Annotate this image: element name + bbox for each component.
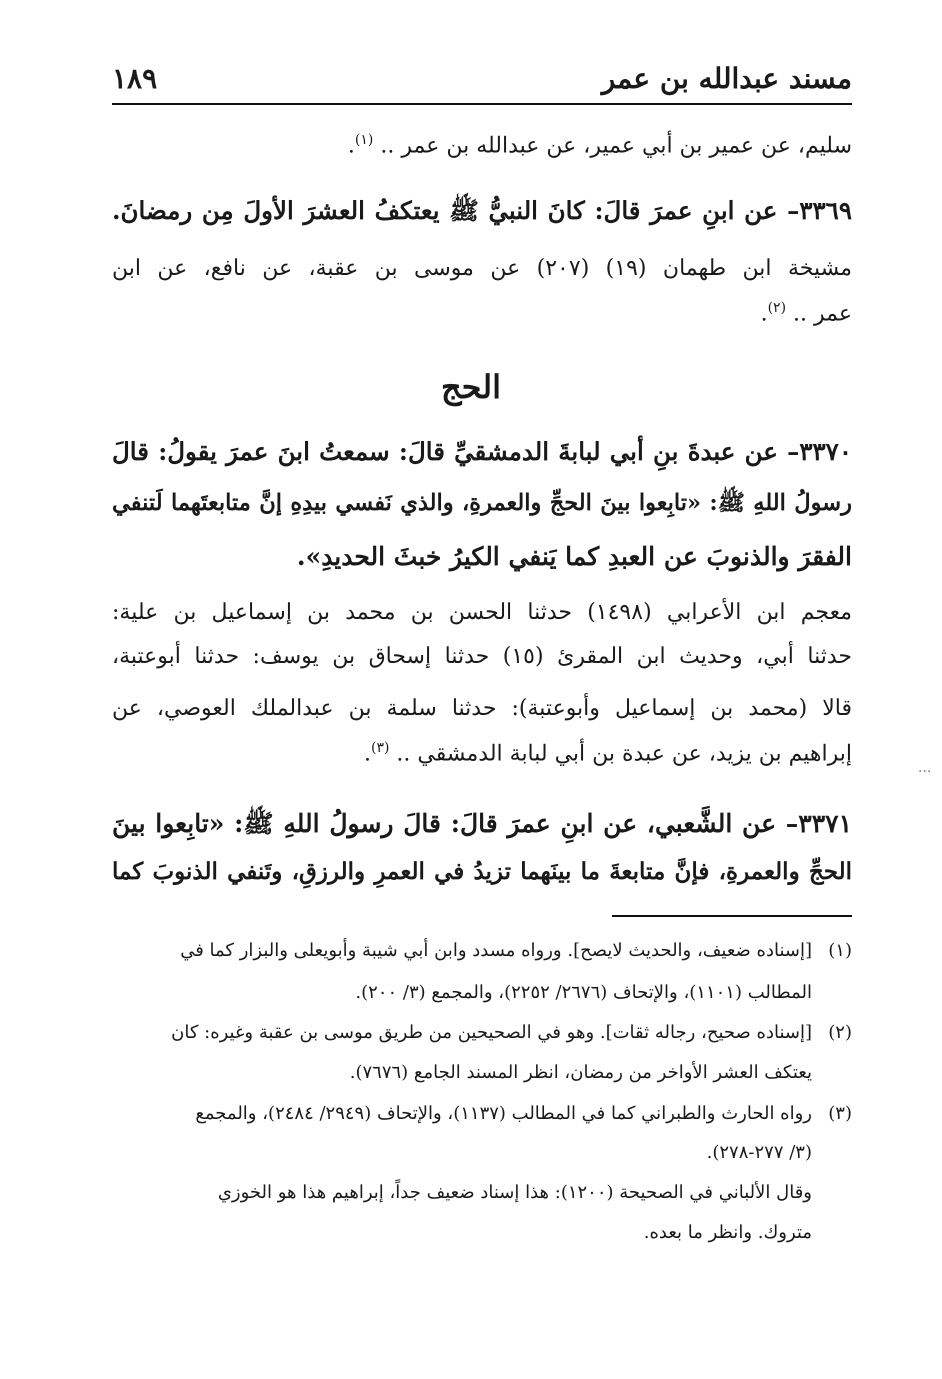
hadith-3370-line-1: [112, 437, 852, 466]
source-text: حدثنا أبي، وحديث ابن المقرئ (١٥) حدثنا إسحاق بن يوسف: حدثنا أبوعتبة،: [112, 644, 852, 669]
source-text: مشيخة ابن طهمان (١٩) (٢٠٧) عن موسى بن عقبة، عن نافع، عن ابن: [112, 256, 852, 281]
hadith-number: ٣٣٧٠–: [787, 437, 852, 466]
hadith-number: ٣٣٧١–: [785, 809, 852, 838]
source-line: عمر .. $^{(٢)}$.: [760, 300, 852, 327]
hadith-3371-line-2: [112, 858, 852, 885]
header-rule: [112, 103, 852, 105]
hadith-text: عن عبدةَ بنِ أبي لبابةَ الدمشقيِّ قالَ: سمعتُ ابنَ عمرَ يقولُ: قالَ: [112, 437, 788, 466]
hadith-3371-line-1: [112, 808, 852, 845]
footnote-text: [إسناده صحيح، رجاله ثقات]. وهو في الصحيحين من طريق موسى بن عقبة وغيره: كان: [171, 1022, 812, 1043]
footnote-1: [112, 940, 852, 961]
hadith-text: الحجِّ والعمرةِ، فإنَّ متابعةَ ما بينَهما تزيدُ في العمرِ والرزقِ، وتَنفي الذنوبَ كما: [112, 858, 852, 885]
footnote-number: (١): [828, 940, 852, 961]
hadith-text: عن ابنِ عمرَ قالَ: كانَ النبيُّ ﷺ يعتكفُ العشرَ الأولَ مِن رمضانَ.: [112, 196, 788, 225]
footnote-rule: [612, 915, 852, 917]
source-line: [112, 256, 852, 281]
footnote-text: [إسناده ضعيف، والحديث لايصح]. ورواه مسدد وابن أبي شيبة وأبويعلى والبزار كما في: [180, 940, 812, 961]
page-number: ١٨٩: [112, 62, 158, 95]
hadith-3370-line-2: [112, 490, 852, 522]
footnote-ref: (٣): [370, 740, 390, 756]
footnote-2: [112, 1022, 852, 1043]
footnote-3-cont: [112, 1222, 812, 1243]
footnote-number: (٣): [828, 1103, 852, 1124]
margin-marks: ...: [918, 760, 932, 776]
footnote-text: المطالب (١١٠١)، والإتحاف (٢٦٧٦/ ٢٢٥٢)، والمجمع (٣/ ٢٠٠).: [355, 982, 812, 1003]
running-header: [112, 58, 852, 102]
source-text: إبراهيم بن يزيد، عن عبدة بن أبي لبابة الدمشقي ..: [389, 741, 852, 767]
source-text: عمر ..: [786, 301, 852, 327]
text-line: سليم، عن عمير بن أبي عمير، عن عبدالله بن عمر .. $^{(١)}$.: [347, 132, 852, 159]
footnote-text: رواه الحارث والطبراني كما في المطالب (١١٣٧)، والإتحاف (٢٩٤٩/ ٢٤٨٤)، والمجمع: [195, 1103, 812, 1124]
footnote-text: (٣/ ٢٧٧-٢٧٨).: [706, 1142, 812, 1163]
source-line: [112, 644, 852, 669]
footnote-2-cont: [112, 1062, 812, 1083]
source-line: [112, 600, 852, 625]
hadith-3370-line-3: [112, 542, 852, 571]
source-line: [112, 696, 852, 721]
hadith-text: رسولُ اللهِ ﷺ: «تابِعوا بينَ الحجِّ والعمرةِ، والذي نَفسي بيدِهِ إنَّ متابعتَهما لَتنفي: [112, 490, 852, 516]
footnote-ref: (١): [354, 132, 374, 148]
hadith-number: ٣٣٦٩–: [787, 196, 852, 225]
hadith-3369: [112, 196, 852, 232]
header-title: مسند عبدالله بن عمر: [601, 62, 852, 95]
section-title: الحج: [441, 368, 501, 406]
footnote-ref: (٢): [767, 300, 787, 316]
footnote-1-cont: [112, 982, 812, 1003]
source-text: معجم ابن الأعرابي (١٤٩٨) حدثنا الحسن بن محمد بن إسماعيل بن علية:: [112, 600, 852, 625]
line-text: سليم، عن عمير بن أبي عمير، عن عبدالله بن عمر ..: [373, 133, 852, 159]
footnote-text: يعتكف العشر الأواخر من رمضان، انظر المسند الجامع (٧٦٧٦).: [349, 1062, 812, 1083]
footnote-3-cont: [112, 1142, 812, 1163]
footnote-3-cont: [112, 1182, 812, 1203]
footnote-number: (٢): [828, 1022, 852, 1043]
hadith-text: الفقرَ والذنوبَ عن العبدِ كما يَنفي الكيرُ خبثَ الحديدِ».: [296, 542, 852, 571]
source-text: قالا (محمد بن إسماعيل وأبوعتبة): حدثنا سلمة بن عبدالملك العوصي، عن: [112, 696, 852, 721]
footnote-text: وقال الألباني في الصحيحة (١٢٠٠): هذا إسناد ضعيف جداً، إبراهيم هذا هو الخوزي: [217, 1182, 812, 1203]
hadith-text: عن الشَّعبي، عن ابنِ عمرَ قالَ: قالَ رسولُ اللهِ ﷺ: «تابِعوا بينَ: [112, 809, 786, 838]
footnote-text: متروك. وانظر ما بعده.: [643, 1222, 812, 1243]
source-line: إبراهيم بن يزيد، عن عبدة بن أبي لبابة الدمشقي .. $^{(٣)}$.: [363, 740, 852, 767]
footnote-3: [112, 1103, 852, 1124]
